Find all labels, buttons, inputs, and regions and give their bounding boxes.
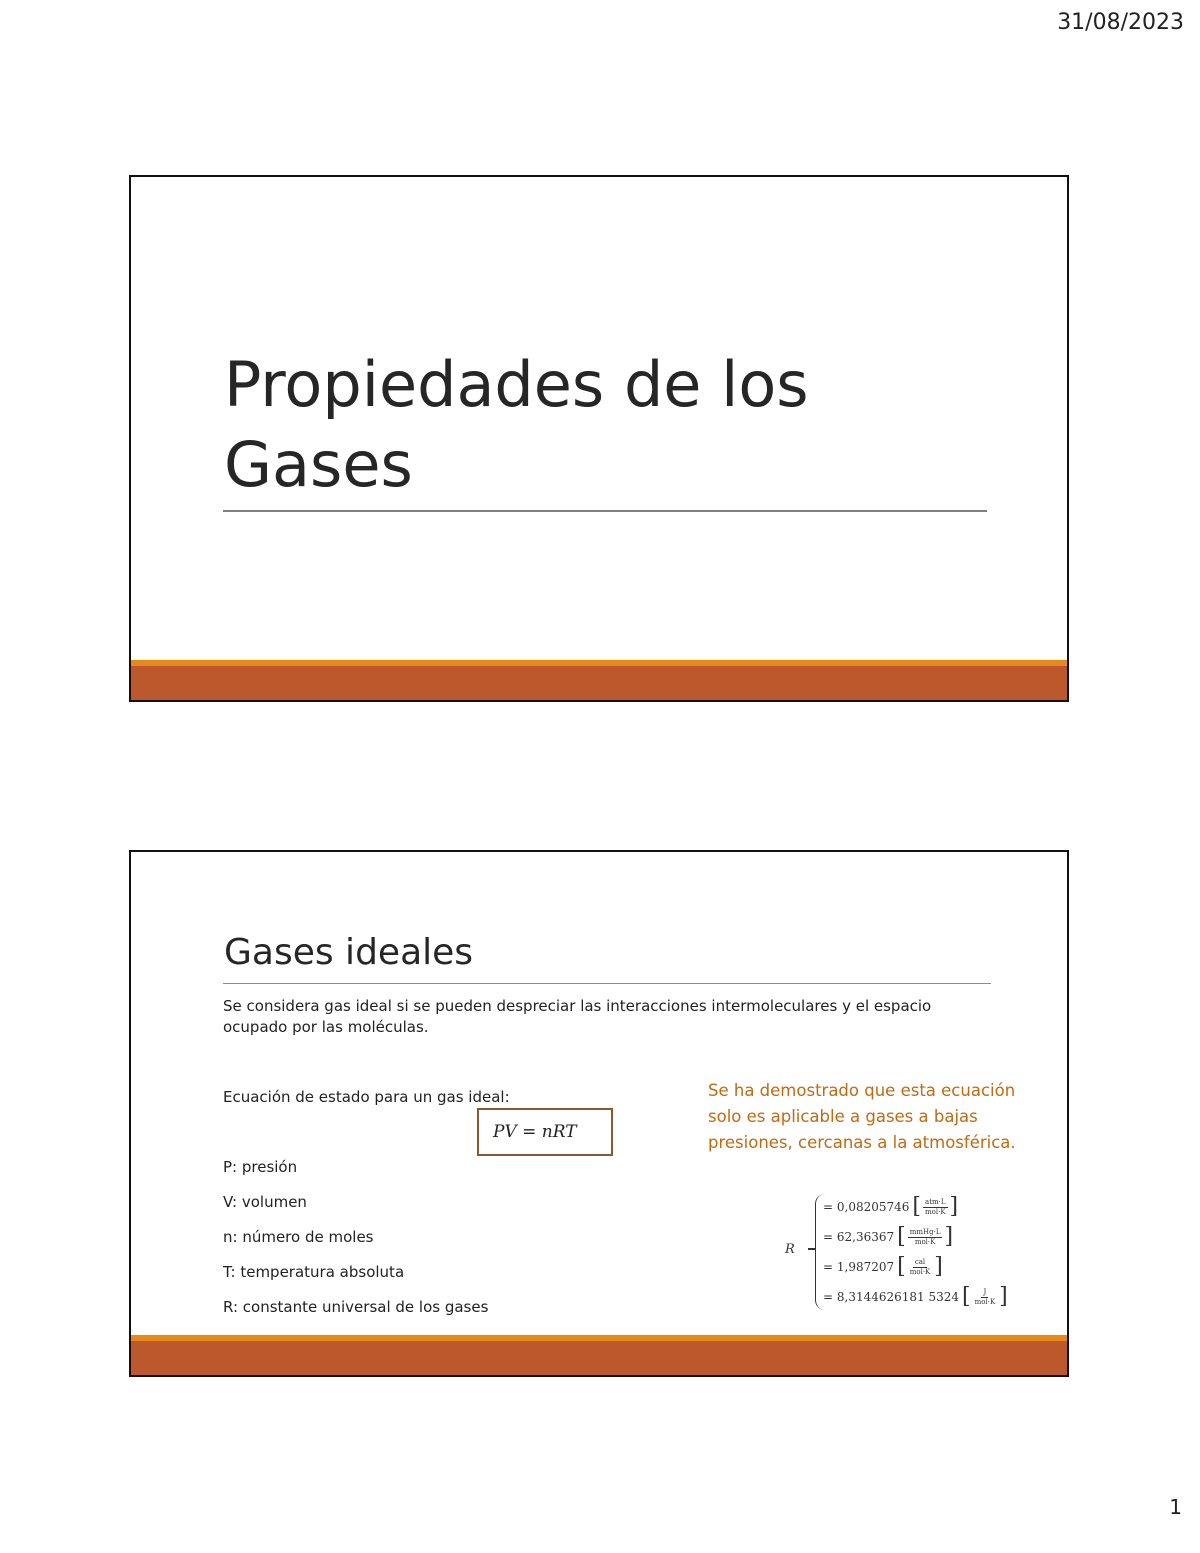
r-value-row	[823, 1222, 1008, 1252]
unit-numerator: J	[983, 1287, 987, 1296]
equation-label: Ecuación de estado para un gas ideal:	[223, 1088, 510, 1106]
heading-underline	[223, 983, 991, 984]
slide-title	[129, 175, 1069, 702]
list-item: T: temperatura absoluta	[223, 1263, 405, 1281]
r-unit: [ $\frac{\text{atm·L}}{\text{mol·K}}$ ]	[912, 1194, 959, 1219]
ideal-gas-equation: PV = nRT	[493, 1122, 577, 1142]
page-number: 1	[1169, 1495, 1182, 1519]
r-value: = 8,3144626181 5324	[823, 1290, 960, 1304]
r-unit: [ $\frac{\text{mmHg·L}}{\text{mol·K}}$ ]	[897, 1224, 954, 1249]
r-value: = 1,987207	[823, 1260, 895, 1274]
r-value: = 62,36367	[823, 1230, 895, 1244]
list-item: V: volumen	[223, 1193, 307, 1211]
r-value-row	[823, 1282, 1008, 1312]
r-value: = 0,08205746	[823, 1200, 910, 1214]
list-item: n: número de moles	[223, 1228, 374, 1246]
slide-title-text: Propiedades de los Gases	[224, 348, 809, 501]
slide-heading: Gases ideales	[224, 932, 474, 973]
ideal-gas-equation-box	[477, 1108, 613, 1156]
r-symbol: R	[785, 1242, 795, 1257]
list-item: R: constante universal de los gases	[223, 1298, 489, 1316]
page-date: 31/08/2023	[1057, 10, 1184, 35]
title-underline	[223, 510, 987, 512]
r-value-row	[823, 1192, 1008, 1222]
gas-constant-values	[779, 1192, 1029, 1314]
unit-numerator: mmHg·L	[909, 1227, 941, 1236]
footer-accent-thick	[131, 1341, 1067, 1375]
r-unit: [ $\frac{J}{\text{mol·K}}$ ]	[962, 1284, 1008, 1309]
r-value-row	[823, 1252, 1008, 1282]
variable-list	[223, 1152, 488, 1327]
unit-numerator: atm·L	[925, 1197, 946, 1206]
unit-denominator: mol·K	[909, 1267, 931, 1276]
footer-accent-thick	[131, 666, 1067, 700]
slide-gases-ideales	[129, 850, 1069, 1377]
r-unit: [ $\frac{\text{cal}}{\text{mol·K}}$ ]	[897, 1254, 943, 1279]
unit-denominator: mol·K	[974, 1297, 996, 1306]
intro-text: Se considera gas ideal si se pueden despreciar las interacciones intermoleculares y el espacio ocupado por las moléculas.	[223, 997, 932, 1036]
unit-denominator: mol·K	[925, 1207, 946, 1216]
unit-denominator: mol·K	[914, 1237, 936, 1246]
unit-numerator: cal	[914, 1257, 926, 1266]
applicability-note: Se ha demostrado que esta ecuación solo es aplicable a gases a bajas presiones, cercanas a la atmosférica.	[708, 1081, 1016, 1152]
list-item: P: presión	[223, 1158, 298, 1176]
